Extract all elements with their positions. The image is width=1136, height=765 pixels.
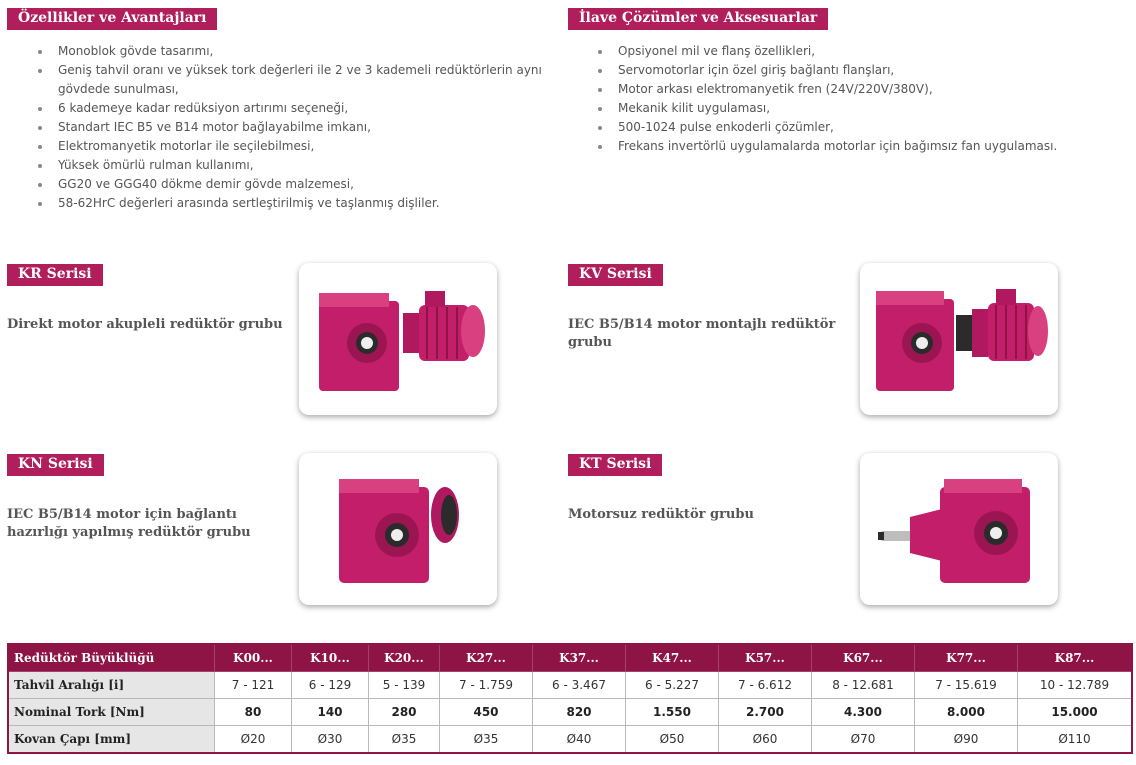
column-header: K57... [719,644,812,672]
row-label: Kovan Çapı [mm] [8,726,215,754]
table-cell: 10 - 12.789 [1018,672,1133,699]
table-cell: Ø35 [440,726,533,754]
accessory-item: 500-1024 pulse enkoderli çözümler, [598,118,1118,137]
table-row [8,699,1132,726]
table-cell: Ø90 [915,726,1018,754]
kt-reducer-image [860,453,1058,605]
column-header: K47... [626,644,719,672]
features-title: Özellikler ve Avantajları [7,8,217,30]
row-label: Tahvil Aralığı [i] [8,672,215,699]
feature-item: Standart IEC B5 ve B14 motor bağlayabilme imkanı, [38,118,543,137]
accessory-item: Frekans invertörlü uygulamalarda motorlar için bağımsız fan uygulaması. [598,137,1118,156]
table-row [8,726,1132,754]
feature-item: Geniş tahvil oranı ve yüksek tork değerleri ile 2 ve 3 kademeli redüktörlerin aynı gövdede sunulması, [38,61,543,99]
table-cell: Ø30 [292,726,369,754]
table-cell: 4.300 [812,699,915,726]
accessories-list [598,42,1118,156]
table-row [8,672,1132,699]
feature-item: Elektromanyetik motorlar ile seçilebilmesi, [38,137,543,156]
kn-series-title: KN Serisi [7,454,104,476]
table-cell: 7 - 1.759 [440,672,533,699]
table-cell: 2.700 [719,699,812,726]
table-cell: 820 [533,699,626,726]
table-cell: Ø20 [215,726,292,754]
accessory-item: Opsiyonel mil ve flanş özellikleri, [598,42,1118,61]
table-cell: Ø70 [812,726,915,754]
accessories-title: İlave Çözümler ve Aksesuarlar [568,8,828,30]
accessory-item: Motor arkası elektromanyetik fren (24V/220V/380V), [598,80,1118,99]
table-cell: Ø60 [719,726,812,754]
table-cell: 8.000 [915,699,1018,726]
table-cell: 15.000 [1018,699,1133,726]
spec-table-header-label: Redüktör Büyüklüğü [8,644,215,672]
table-cell: 6 - 5.227 [626,672,719,699]
accessory-item: Servomotorlar için özel giriş bağlantı flanşları, [598,61,1118,80]
kn-reducer-image [299,453,497,605]
table-cell: 5 - 139 [369,672,440,699]
feature-item: GG20 ve GGG40 dökme demir gövde malzemesi, [38,175,543,194]
table-cell: 80 [215,699,292,726]
row-label: Nominal Tork [Nm] [8,699,215,726]
column-header: K37... [533,644,626,672]
spec-table-header-row [8,644,1132,672]
accessory-item: Mekanik kilit uygulaması, [598,99,1118,118]
table-cell: 6 - 3.467 [533,672,626,699]
table-cell: 450 [440,699,533,726]
table-cell: Ø40 [533,726,626,754]
feature-item: Monoblok gövde tasarımı, [38,42,543,61]
table-cell: Ø50 [626,726,719,754]
table-cell: 7 - 15.619 [915,672,1018,699]
table-cell: 8 - 12.681 [812,672,915,699]
column-header: K87... [1018,644,1133,672]
kr-series-title: KR Serisi [7,264,103,286]
kv-series-title: KV Serisi [568,264,663,286]
table-cell: 280 [369,699,440,726]
column-header: K00... [215,644,292,672]
table-cell: 7 - 6.612 [719,672,812,699]
kv-gearmotor-image [860,263,1058,415]
column-header: K77... [915,644,1018,672]
column-header: K67... [812,644,915,672]
table-cell: 6 - 129 [292,672,369,699]
kr-series-description: Direkt motor akupleli redüktör grubu [7,317,283,332]
table-cell: Ø110 [1018,726,1133,754]
column-header: K20... [369,644,440,672]
spec-table [7,643,1133,754]
feature-item: Yüksek ömürlü rulman kullanımı, [38,156,543,175]
table-cell: Ø35 [369,726,440,754]
column-header: K10... [292,644,369,672]
kv-series-description: IEC B5/B14 motor montajlı redüktör grubu [568,317,836,350]
feature-item: 58-62HrC değerleri arasında sertleştirilmiş ve taşlanmış dişliler. [38,194,543,213]
feature-item: 6 kademeye kadar redüksiyon artırımı seçeneği, [38,99,543,118]
column-header: K27... [440,644,533,672]
kt-series-description: Motorsuz redüktör grubu [568,507,754,522]
kt-series-title: KT Serisi [568,454,662,476]
features-list [38,42,543,213]
kn-series-description: IEC B5/B14 motor için bağlantı hazırlığı yapılmış redüktör grubu [7,507,251,540]
table-cell: 1.550 [626,699,719,726]
table-cell: 7 - 121 [215,672,292,699]
table-cell: 140 [292,699,369,726]
kr-gearmotor-image [299,263,497,415]
